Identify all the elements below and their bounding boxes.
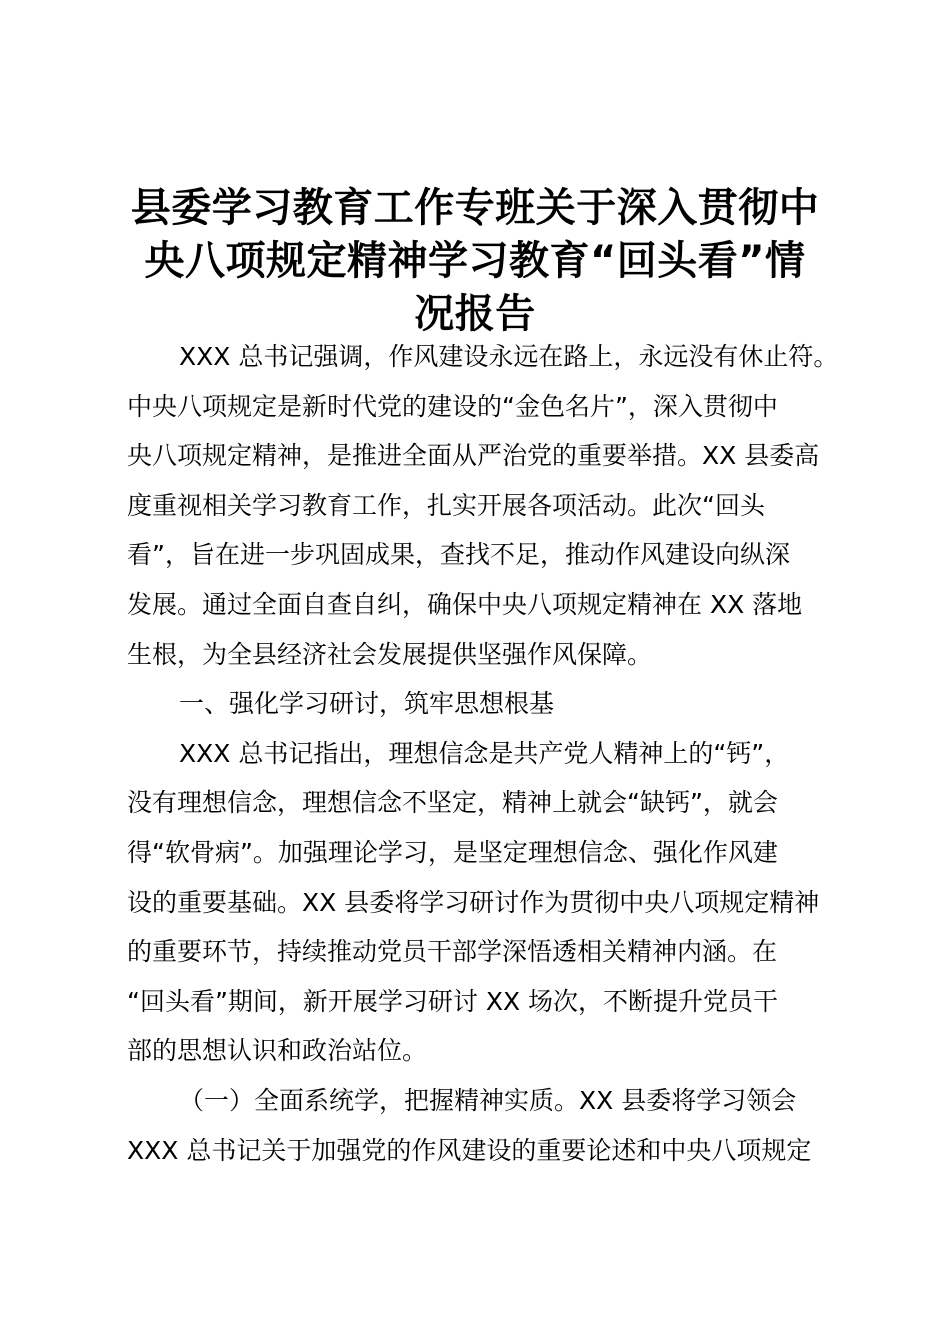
paragraph-line: 没有理想信念，理想信念不坚定，精神上就会“缺钙”，就会 [127, 788, 778, 818]
document-title [110, 182, 840, 341]
paragraph-line: 部的思想认识和政治站位。 [127, 1036, 428, 1066]
document-body [127, 332, 842, 1175]
paragraph-line: 得“软骨病”。加强理论学习，是坚定理想信念、强化作风建 [127, 837, 778, 867]
paragraph-line: XXX 总书记强调，作风建设永远在路上，永远没有休止符。 [179, 342, 839, 371]
paragraph-line: 看”，旨在进一步巩固成果，查找不足，推动作风建设向纵深 [127, 540, 790, 570]
paragraph-line: 的重要环节，持续推动党员干部学深悟透相关精神内涵。在 [127, 937, 778, 967]
title-line: 县委学习教育工作专班关于深入贯彻中 [130, 185, 820, 231]
paragraph-line: XXX 总书记关于加强党的作风建设的重要论述和中央八项规定 [127, 1135, 812, 1165]
paragraph-line: 生根，为全县经济社会发展提供坚强作风保障。 [127, 639, 653, 669]
paragraph-line: 发展。通过全面自查自纠，确保中央八项规定精神在 XX 落地 [127, 589, 803, 619]
paragraph-line: “回头看”期间，新开展学习研讨 XX 场次，不断提升党员干 [127, 986, 779, 1016]
paragraph-line: XXX 总书记指出，理想信念是共产党人精神上的“钙”， [179, 738, 790, 768]
paragraph-line: 央八项规定精神，是推进全面从严治党的重要举措。XX 县委高 [127, 441, 820, 471]
subsection-line: （一）全面系统学，把握精神实质。XX 县委将学习领会 [179, 1085, 797, 1115]
paragraph-line: 中央八项规定是新时代党的建设的“金色名片”，深入贯彻中 [127, 391, 778, 421]
title-line: 况报告 [414, 291, 536, 337]
paragraph-line: 设的重要基础。XX 县委将学习研讨作为贯彻中央八项规定精神 [127, 887, 820, 917]
paragraph-line: 度重视相关学习教育工作，扎实开展各项活动。此次“回头 [127, 490, 765, 520]
section-heading: 一、强化学习研讨，筑牢思想根基 [179, 689, 555, 719]
title-line: 央八项规定精神学习教育“回头看”情 [144, 238, 806, 284]
